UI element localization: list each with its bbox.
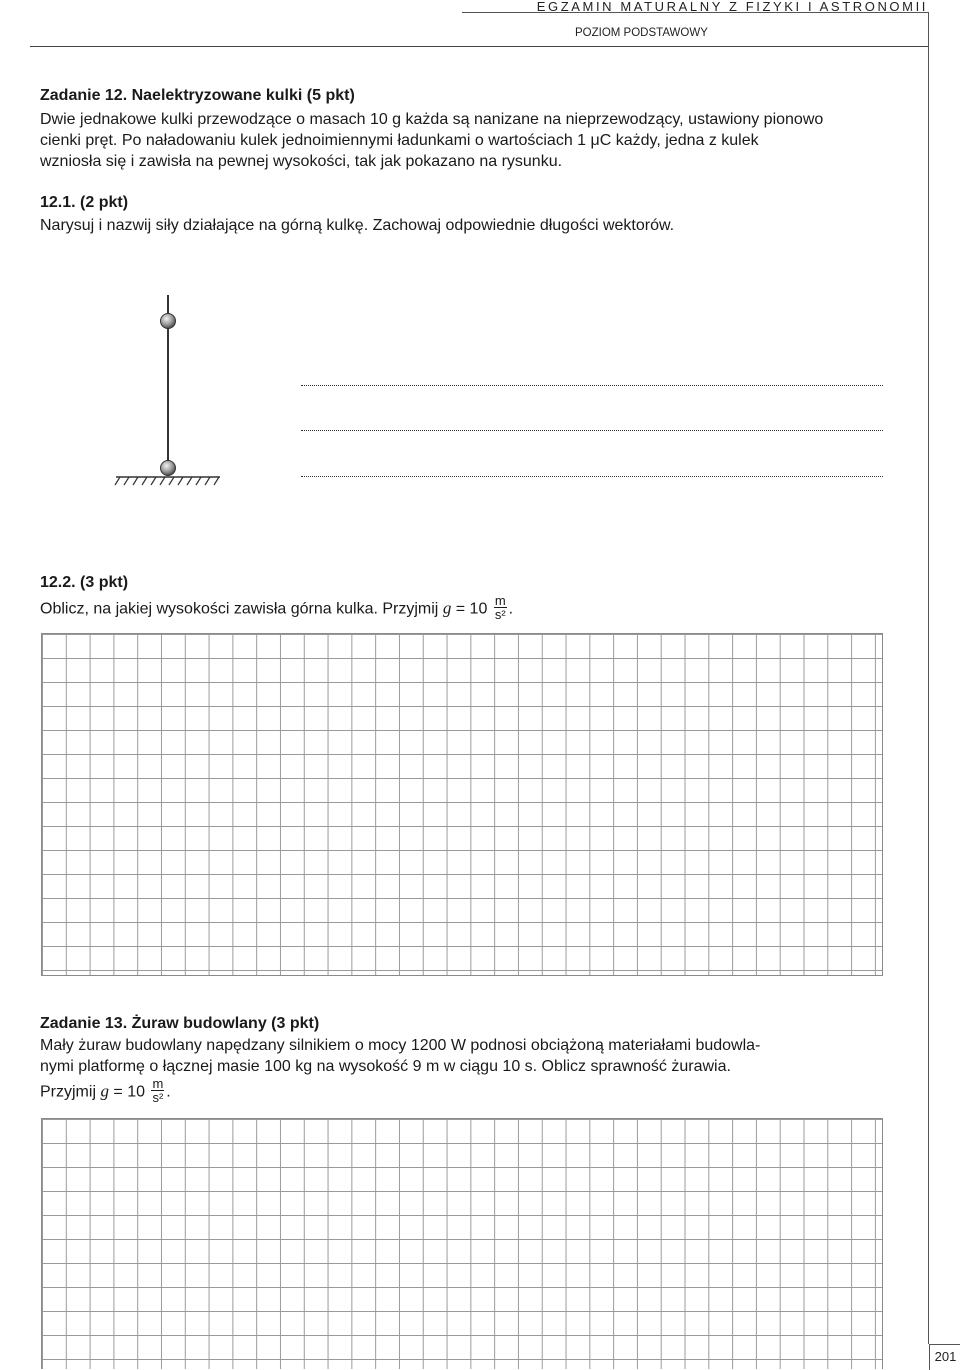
- task13-line-1: Mały żuraw budowlany napędzany silnikiem o mocy 1200 W podnosi obciążoną materiałami budowla-: [40, 1037, 761, 1054]
- task12-1-text: Narysuj i nazwij siły działające na górną kulkę. Zachowaj odpowiednie długości wektorów.: [40, 217, 675, 234]
- rod-figure: [110, 290, 225, 490]
- exam-level: POZIOM PODSTAWOWY: [575, 27, 708, 39]
- task13-given: Przyjmij g = 10 $\frac{m}{\text{s²}}$ .: [40, 1076, 171, 1105]
- task12-2-title: 12.2. (3 pkt): [40, 574, 129, 591]
- task13-line-2: nymi platformę o łącznej masie 100 kg na wysokość 9 m w ciągu 10 s. Oblicz sprawność żurawia.: [40, 1058, 731, 1075]
- unit-fraction: $\frac{m}{\text{s²}}$: [494, 593, 506, 622]
- answer-grid-12-2[interactable]: [41, 633, 883, 976]
- task12-line-2: cienki pręt. Po naładowaniu kulek jednoimiennymi ładunkami o wartościach 1 μC każdy, jedna z kulek: [40, 132, 759, 149]
- ground-hatching: [115, 477, 219, 485]
- answer-line-2[interactable]: [301, 430, 883, 431]
- unit-fraction: $\frac{m}{\text{s²}}$: [152, 1076, 164, 1105]
- answer-line-1[interactable]: [301, 385, 883, 386]
- task12-line-1: Dwie jednakowe kulki przewodzące o masach 10 g każda są nanizane na nieprzewodzący, ustawiony pionowo: [40, 111, 824, 128]
- answer-line-3[interactable]: [301, 476, 883, 477]
- answer-grid-13[interactable]: [41, 1118, 883, 1369]
- page-frame-right: [928, 12, 929, 1344]
- upper-ball: [161, 314, 176, 329]
- task12-2-text: Oblicz, na jakiej wysokości zawisła górna kulka. Przyjmij g = 10 $\frac{m}{\text{s²}}$ .: [40, 593, 514, 622]
- task12-line-3: wzniosła się i zawisła na pewnej wysokości, tak jak pokazano na rysunku.: [40, 153, 563, 170]
- task12-title: Zadanie 12. Naelektryzowane kulki (5 pkt): [40, 87, 355, 104]
- page-number: 201: [929, 1344, 960, 1370]
- task13-title: Zadanie 13. Żuraw budowlany (3 pkt): [40, 1015, 320, 1032]
- task12-1-title: 12.1. (2 pkt): [40, 194, 129, 211]
- header-separator: [30, 46, 928, 47]
- lower-ball: [161, 461, 176, 476]
- exam-title: EGZAMIN MATURALNY Z FIZYKI I ASTRONOMII: [536, 0, 928, 14]
